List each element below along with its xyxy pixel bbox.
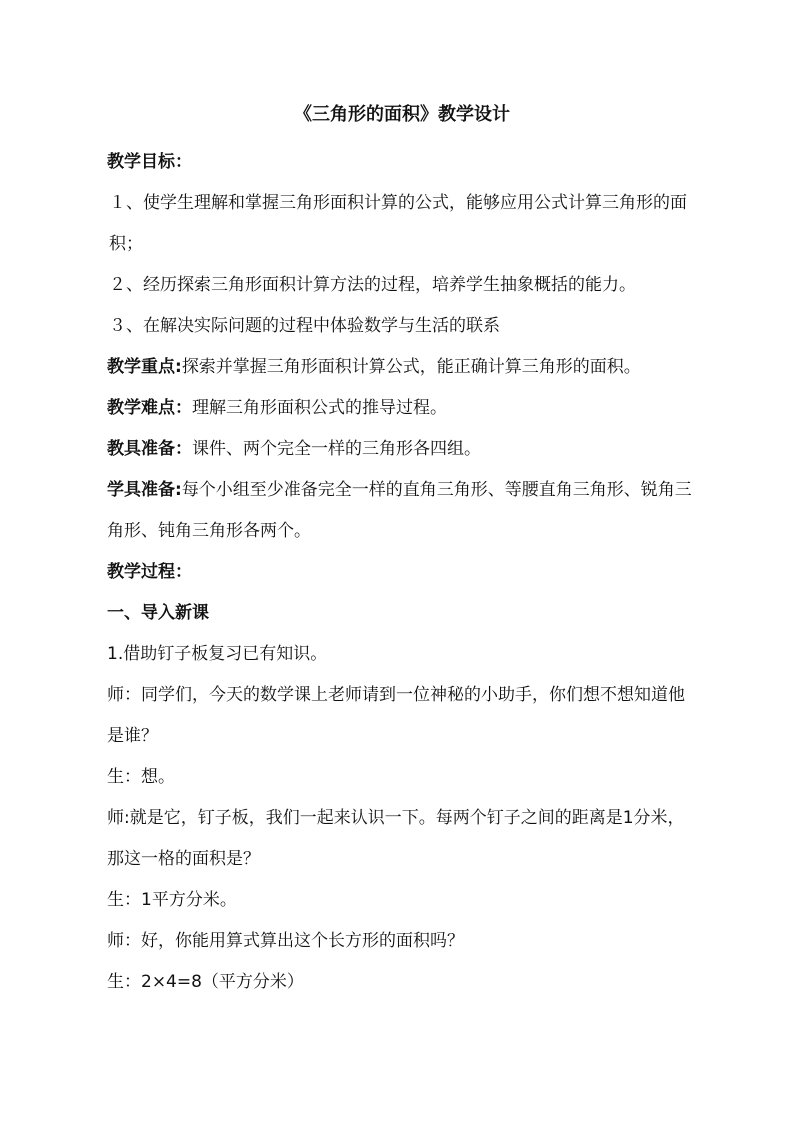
goal-item-1: １、使学生理解和掌握三角形面积计算的公式，能够应用公式计算三角形的面积； xyxy=(109,193,687,254)
key-point-label: 教学重点: xyxy=(107,357,182,377)
body-paragraph-5: 生：1平方分米。 xyxy=(107,890,237,910)
body-paragraph-3: 生：想。 xyxy=(107,767,175,787)
document-title: 《三角形的面积》教学设计 xyxy=(294,104,510,125)
goal-item-2: ２、经历探索三角形面积计算方法的过程，培养学生抽象概括的能力。 xyxy=(109,275,636,295)
teaching-aids-paragraph xyxy=(107,429,697,470)
teaching-aids-text: 课件、两个完全一样的三角形各四组。 xyxy=(192,439,481,459)
difficulty-label: 教学难点： xyxy=(107,398,192,418)
document-content xyxy=(107,100,697,1003)
goal-heading: 教学目标： xyxy=(107,152,192,172)
teaching-aids-label: 教具准备： xyxy=(107,439,192,459)
body-paragraph-1: 1.借助钉子板复习已有知识。 xyxy=(107,644,328,664)
difficulty-paragraph xyxy=(107,388,697,429)
body-paragraph-7: 生：2×4=8（平方分米） xyxy=(107,972,304,992)
difficulty-text: 理解三角形面积公式的推导过程。 xyxy=(192,398,447,418)
learning-aids-text: 每个小组至少准备完全一样的直角三角形、等腰直角三角形、锐角三角形、钝角三角形各两个。 xyxy=(107,480,692,541)
body-paragraph-6: 师：好，你能用算式算出这个长方形的面积吗？ xyxy=(107,931,464,951)
key-point-text: 探索并掌握三角形面积计算公式，能正确计算三角形的面积。 xyxy=(181,357,641,377)
process-heading: 教学过程： xyxy=(107,562,192,582)
section-1-heading: 一、导入新课 xyxy=(107,603,209,623)
goal-item-3: ３、在解决实际问题的过程中体验数学与生活的联系 xyxy=(109,316,500,336)
key-point-paragraph xyxy=(107,347,697,388)
body-paragraph-4: 师:就是它，钉子板，我们一起来认识一下。每两个钉子之间的距离是1分米，那这一格的面积是？ xyxy=(107,808,685,869)
learning-aids-label: 学具准备: xyxy=(107,480,182,500)
body-paragraph-2: 师：同学们，今天的数学课上老师请到一位神秘的小助手，你们想不想知道他是谁？ xyxy=(107,685,685,746)
learning-aids-paragraph xyxy=(107,470,697,552)
